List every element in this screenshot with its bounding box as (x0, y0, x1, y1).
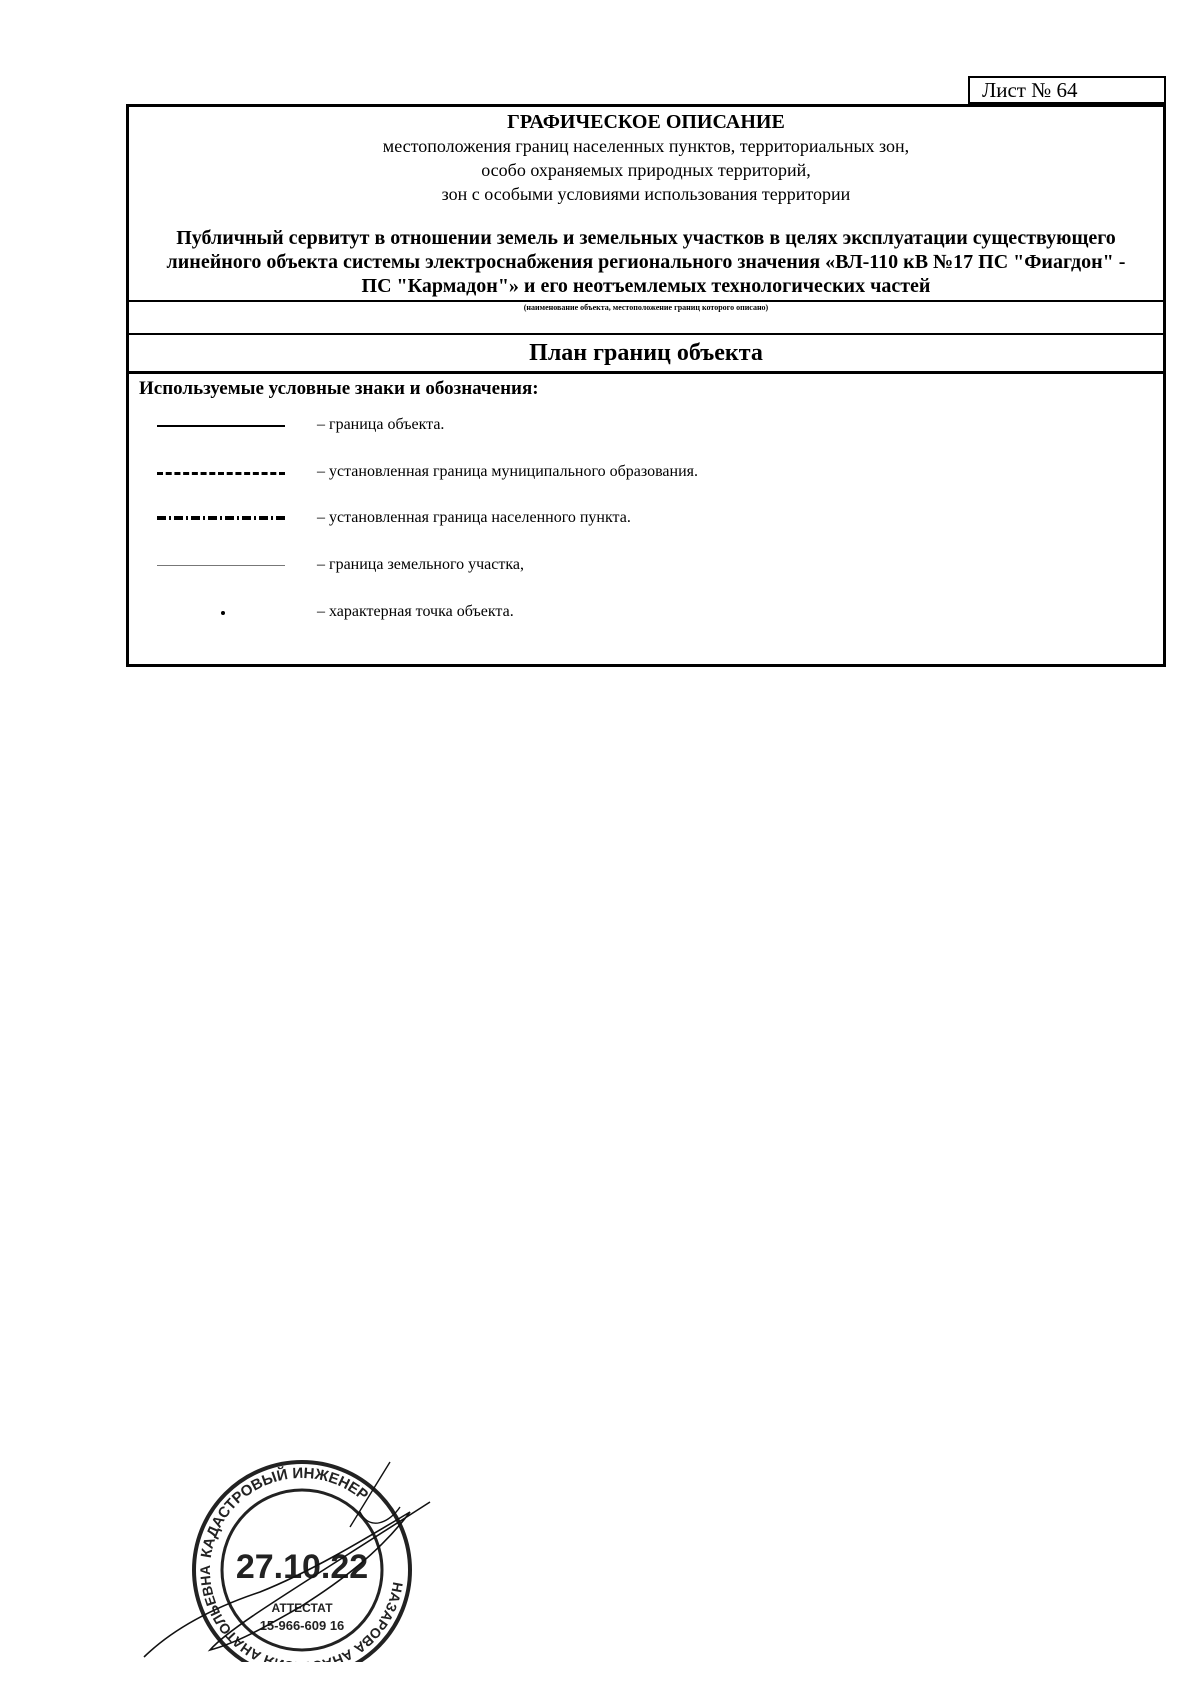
legend-text: – граница объекта. (317, 416, 445, 433)
object-name: Публичный сервитут в отношении земель и земельных участков в целях эксплуатации существующего линейного объекта системы электроснабжения регионального значения «ВЛ-110 кВ №17 ПС "Фиагдон" - ПС "Кармадон"» и его неотъемлемых технологических частей (166, 227, 1126, 297)
divider (129, 333, 1163, 335)
legend-symbol-thin-line (157, 565, 285, 566)
engineer-seal (140, 1452, 460, 1662)
divider (129, 300, 1163, 302)
seal-date: 27.10.22 (235, 1548, 369, 1586)
legend-symbol-dashed-line (157, 472, 285, 475)
seal-outer-text: КАДАСТРОВЫЙ ИНЖЕНЕР (197, 1464, 372, 1560)
legend-text: – установленная граница муниципального образования. (317, 463, 699, 480)
legend-symbol-solid-line (157, 425, 285, 427)
header-line-3: зон с особыми условиями использования территории (441, 184, 851, 204)
seal-stamp-icon (140, 1452, 460, 1662)
legend-item-municipal-boundary (129, 459, 1029, 489)
object-caption: (наименование объекта, местоположение границ которого описано) (523, 303, 769, 312)
plan-title: План границ объекта (529, 340, 763, 366)
seal-attestat: АТТЕСТАТ (271, 1601, 333, 1615)
legend-text: – характерная точка объекта. (317, 603, 514, 620)
header-line-1: местоположения границ населенных пунктов, территориальных зон, (382, 136, 910, 156)
document-frame (126, 104, 1166, 667)
seal-number: 15-966-609 16 (259, 1618, 345, 1633)
header-title: ГРАФИЧЕСКОЕ ОПИСАНИЕ (507, 111, 785, 133)
divider (129, 371, 1163, 374)
legend-item-object-boundary (129, 412, 1029, 442)
legend-item-characteristic-point (129, 599, 1029, 629)
seal-name-text: НАЗАРОВА АН Я АНАТОЛЬЕВНА (196, 1564, 407, 1662)
header-line-2: особо охраняемых природных территорий, (481, 160, 811, 180)
legend-text: – граница земельного участка, (317, 556, 524, 573)
sheet-number (968, 76, 1166, 104)
sheet-number-label: Лист № 64 (982, 78, 1078, 102)
legend-symbol-dash-dot-line (157, 516, 285, 520)
legend-item-settlement-boundary (129, 505, 1029, 535)
legend-text: – установленная граница населенного пункта. (317, 509, 631, 526)
legend-symbol-point (221, 611, 225, 615)
legend-title: Используемые условные знаки и обозначения: (139, 378, 539, 399)
legend-item-land-plot-boundary (129, 552, 1029, 582)
